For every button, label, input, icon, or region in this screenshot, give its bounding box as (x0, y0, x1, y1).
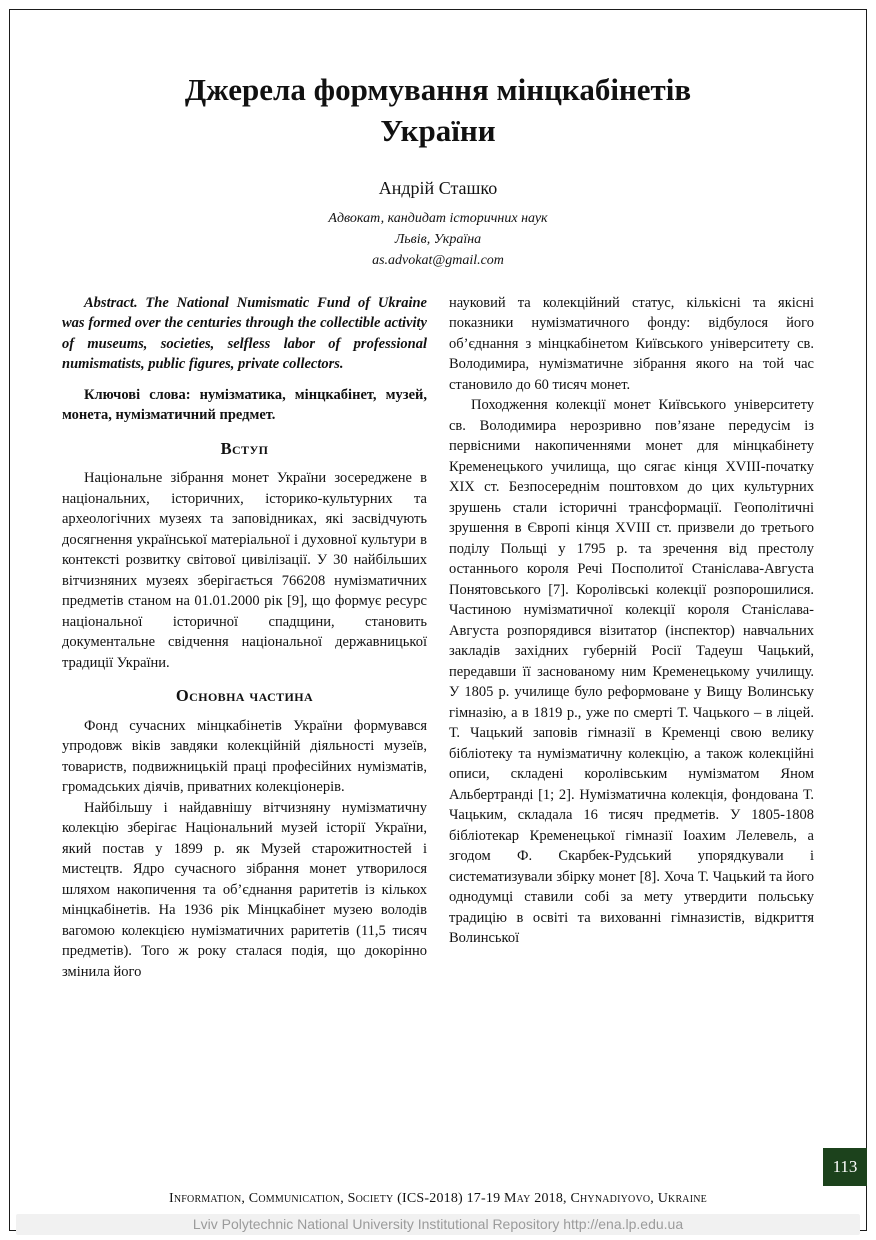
section-heading-intro: Вступ (220, 438, 269, 458)
main-paragraph-3: науковий та колекційний статус, кількісні та якісні показники нумізматичного фонду: відбулося його об’єднання з мінцкабінетом Київського університету св. Володимира, нумізматичне зібрання якого на той час становило до 60 тисяч монет. (449, 294, 814, 393)
main-paragraph-4: Походження колекції монет Київського університету св. Володимира нерозривно пов’язане передусім із первісними накопиченнями монет для мінцкабінету Кременецького училища, що сягає кінця XVIII-початку XIX ст. Безпосереднім поштовхом до цих культурних зрушень стали історичні трансформації. Геополітичні зрушення в Європі кінця XVIII ст. призвели до третього поділу Польщі у 1795 р. та зречення від престолу останнього короля Речі Посполитої Станіслава-Августа Понятовського [7]. Королівські колекції розпорошилися. Частиною нумізматичної колекції короля Станіслава-Августа розпорядився візитатор (інспектор) навчальних закладів західних губерній Росії Тадеуш Чацький, передавши її заснованому ним Кременецькому училищу. У 1805 р. училище було реформоване у Вищу Волинську гімназію, а в 1819 р., уже по смерті Т. Чацького – в ліцей. Т. Чацький заповів гімназії в Кременці свою велику бібліотеку та нумізматичну колекцію, а також колекційні описи, складені королівським нумізматом Яном Альбертранді [1; 2]. Нумізматична колекція, фондована Т. Чацьким, складала 16 тисяч предметів. У 1805-1808 бібліотекар Кременецької гімназії Іоахим Лелевель, а згодом Ф. Скарбек-Рудський упорядкували і систематизували збірку монет [8]. Хоча Т. Чацький та його однодумці ставили собі за мету утвердити польську традицію в освіті та вихованні гімназистів, відкриття Волинської (449, 397, 814, 947)
conference-footer: Information, Communication, Society (ICS-2018) 17-19 May 2018, Chynadiyovo, Ukraine (168, 1191, 707, 1206)
page-number-badge (823, 1148, 867, 1186)
author-affiliation (0, 208, 876, 271)
intro-paragraph: Національне зібрання монет України зосереджене в національних, історичних, історико-культурних та археологічних музеях та заповідниках, які засвідчують досягнення української матеріальної і духовної культури в контексті розвитку світової цивілізації. У 30 найбільших вітчизняних музеях зберігається 766208 нумізматичних предметів станом на 01.01.2000 рік [9], що формує ресурс національної історичної спадщини, становить документальне свідчення національної державницької традиції України. (62, 470, 427, 671)
keywords-text: Ключові слова: нумізматика, мінцкабінет, музей, монета, нумізматичний предмет. (62, 386, 427, 424)
author-name: Андрій Сташко (378, 177, 498, 198)
paper-title: Джерела формування мінцкабінетів України (184, 72, 692, 148)
right-column (449, 293, 814, 983)
author-city: Львів, Україна (394, 231, 482, 247)
article-body (0, 271, 876, 983)
abstract-text: Abstract. The National Numismatic Fund of Ukraine was formed over the centuries through the collectible activity of museums, societies, selfless labor of professional numismatists, public figures, private collectors. (62, 294, 427, 373)
author-role: Адвокат, кандидат історичних наук (328, 210, 548, 226)
main-paragraph-1: Фонд сучасних мінцкабінетів України формувався упродовж віків завдяки колекційній діяльності музеїв, товариств, подвижницькій праці професійних нумізматів, громадських діячів, приватних колекціонерів. (62, 717, 427, 796)
author-email: as.advokat@gmail.com (372, 252, 504, 268)
left-column (62, 293, 427, 983)
section-heading-main: Основна частина (175, 686, 314, 706)
repository-footer: Lviv Polytechnic National University Institutional Repository http://ena.lp.edu.ua (16, 1214, 860, 1235)
page-number-text: 113 (832, 1157, 858, 1176)
main-paragraph-2: Найбільшу і найдавнішу вітчизняну нумізматичну колекцію зберігає Національний музей історії України, який постав у 1899 р. як Музей старожитностей і мистецтв. Ядро сучасного зібрання монет утворилося шляхом накопичення та об’єднання раритетів із кількох мінцкабінетів. На 1936 рік Мінцкабінет музею володів вагомою колекцією нумізматичних раритетів (11,5 тисяч предметів). Того ж року сталася подія, що докорінно змінила його (62, 799, 427, 980)
